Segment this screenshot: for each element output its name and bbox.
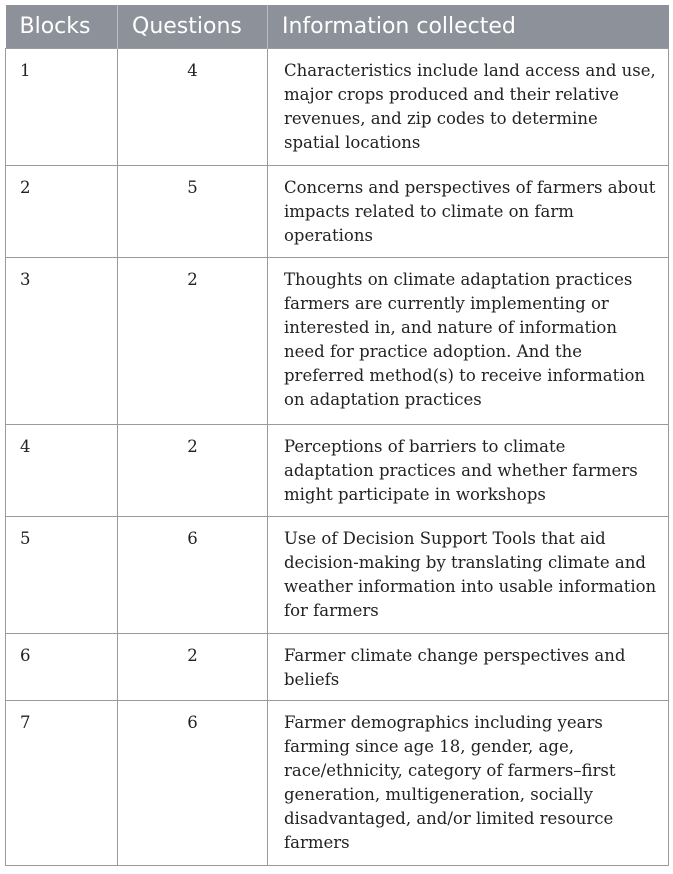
info-cell: Perceptions of barriers to climate adaptation practices and whether farmers might participate in workshops xyxy=(268,425,669,517)
table-row xyxy=(6,49,669,166)
info-cell: Farmer demographics including years farming since age 18, gender, age, race/ethnicity, category of farmers–first generation, multigeneration, socially disadvantaged, and/or limited resource farmers xyxy=(268,701,669,866)
block-cell: 1 xyxy=(6,49,118,166)
table-row xyxy=(6,701,669,866)
table-row xyxy=(6,634,669,701)
table-row xyxy=(6,517,669,634)
block-cell: 7 xyxy=(6,701,118,866)
questions-cell: 4 xyxy=(118,49,268,166)
header-blocks: Blocks xyxy=(6,5,118,49)
table-row xyxy=(6,258,669,425)
block-cell: 2 xyxy=(6,166,118,258)
info-cell: Use of Decision Support Tools that aid decision-making by translating climate and weather information into usable information for farmers xyxy=(268,517,669,634)
table-row xyxy=(6,166,669,258)
questions-cell: 2 xyxy=(118,634,268,701)
header-questions: Questions xyxy=(118,5,268,49)
block-cell: 5 xyxy=(6,517,118,634)
header-information-collected: Information collected xyxy=(268,5,669,49)
questions-cell: 6 xyxy=(118,517,268,634)
header-row xyxy=(6,5,669,49)
block-cell: 4 xyxy=(6,425,118,517)
questions-cell: 5 xyxy=(118,166,268,258)
questions-cell: 2 xyxy=(118,258,268,425)
survey-blocks-table xyxy=(5,5,669,866)
info-cell: Farmer climate change perspectives and beliefs xyxy=(268,634,669,701)
questions-cell: 2 xyxy=(118,425,268,517)
table-row xyxy=(6,425,669,517)
block-cell: 6 xyxy=(6,634,118,701)
block-cell: 3 xyxy=(6,258,118,425)
questions-cell: 6 xyxy=(118,701,268,866)
info-cell: Thoughts on climate adaptation practices farmers are currently implementing or interested in, and nature of information need for practice adoption. And the preferred method(s) to receive information on adaptation practices xyxy=(268,258,669,425)
info-cell: Concerns and perspectives of farmers about impacts related to climate on farm operations xyxy=(268,166,669,258)
info-cell: Characteristics include land access and use, major crops produced and their relative revenues, and zip codes to determine spatial locations xyxy=(268,49,669,166)
